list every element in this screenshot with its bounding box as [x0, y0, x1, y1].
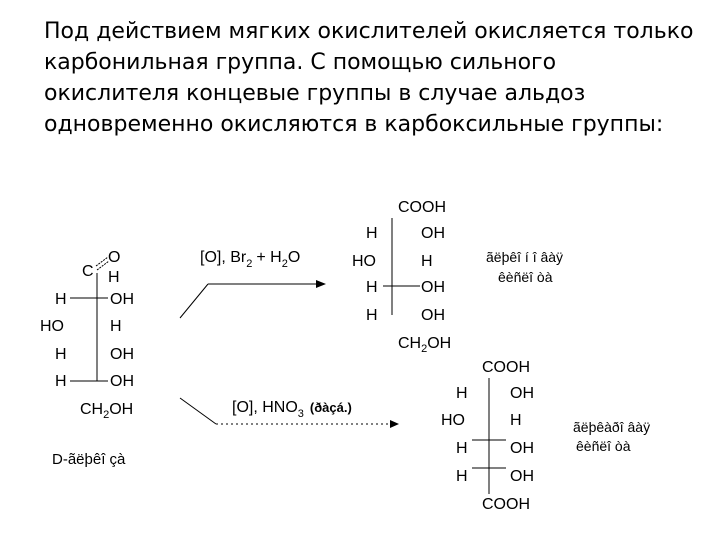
gluconic-row3-left: H: [366, 279, 378, 296]
glucaric-row4-left: H: [456, 468, 468, 485]
gluconic-row3-right: OH: [421, 279, 445, 296]
glucose-double-bond-a: [96, 257, 108, 266]
glucose-row1-right: OH: [110, 291, 134, 308]
gluconic-row2-left: HO: [352, 253, 376, 270]
glucose-bottom-group: $CH_2OH$: [80, 401, 134, 421]
glucaric-row1-right: OH: [510, 385, 534, 402]
glucose-structure: [40, 249, 134, 468]
glucaric-row2-right: H: [510, 412, 522, 429]
glucose-aldehyde-o: O: [108, 249, 121, 266]
gluconic-bottom-group: $CH_2OH$: [398, 335, 452, 355]
glucaric-row4-right: OH: [510, 468, 534, 485]
glucose-name: D-ãëþêî çà: [52, 451, 126, 468]
glucaric-row2-left: HO: [441, 412, 465, 429]
glucaric-row3-left: H: [456, 440, 468, 457]
mild-arrow-diagonal: [180, 284, 208, 318]
strong-arrow-diagonal: [180, 398, 216, 424]
gluconic-row1-right: OH: [421, 225, 445, 242]
strong-arrow-head: [390, 420, 399, 428]
mild-arrow-head: [316, 280, 326, 288]
mild-oxidation: [180, 249, 326, 318]
glucose-row3-right: OH: [110, 346, 134, 363]
glucose-row1-left: H: [55, 291, 67, 308]
glucaric-acid-structure: [441, 359, 650, 513]
glucaric-label-line2: êèñëî òà: [576, 438, 631, 454]
mild-reagent: [O], $Br_2 + H_2O$: [200, 249, 301, 270]
glucose-row4-left: H: [55, 373, 67, 390]
glucose-row2-right: H: [110, 318, 122, 335]
strong-oxidation: [180, 398, 399, 428]
strong-reagent: [O], $HNO_3$ $^{(ðàçá.)}$: [232, 399, 352, 420]
gluconic-row4-right: OH: [421, 307, 445, 324]
gluconic-row4-left: H: [366, 307, 378, 324]
gluconic-top-group: COOH: [398, 199, 446, 216]
gluconic-label-line2: êèñëî òà: [498, 269, 553, 285]
glucose-aldehyde-h: H: [108, 269, 120, 286]
glucaric-top-group: COOH: [482, 359, 530, 376]
glucose-row4-right: OH: [110, 373, 134, 390]
glucaric-row1-left: H: [456, 385, 468, 402]
glucose-carbon: C: [82, 263, 94, 280]
gluconic-row1-left: H: [366, 225, 378, 242]
glucaric-label-line1: ãëþêàðî âàÿ: [573, 419, 651, 435]
intro-paragraph: Под действием мягких окислителей окисляется только карбонильная группа. С помощью сильного окислителя концевые группы в случае альдоз одновременно окисляются в карбоксильные группы:: [44, 19, 694, 137]
glucose-row2-left: HO: [40, 318, 64, 335]
gluconic-acid-structure: [352, 199, 563, 355]
gluconic-label-line1: ãëþêî í î âàÿ: [486, 249, 564, 265]
glucose-row3-left: H: [55, 346, 67, 363]
glucaric-bottom-group: COOH: [482, 496, 530, 513]
gluconic-row2-right: H: [421, 253, 433, 270]
glucaric-row3-right: OH: [510, 440, 534, 457]
